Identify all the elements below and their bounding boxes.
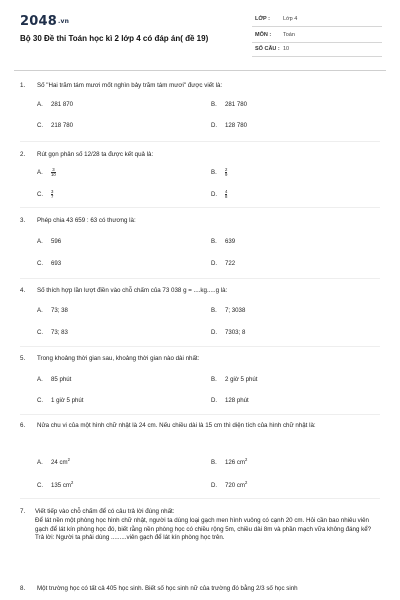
fraction-denominator: 9	[225, 172, 228, 178]
question-text: Nửa chu vi của một hình chữ nhật là 24 cm. Nếu chiều dài là 15 cm thì diện tích của hình chữ nhật là:	[37, 422, 316, 429]
option-d[interactable]: D. 128 780	[211, 122, 248, 129]
meta-value: 10	[283, 46, 290, 52]
question-number: 3.	[20, 217, 26, 224]
brand-suffix: .vn	[57, 18, 70, 25]
header-divider	[14, 70, 386, 71]
fraction-numerator: 3	[51, 189, 54, 194]
option-c[interactable]: C. $\frac{3}{7}$	[37, 189, 54, 200]
option-value: 720 cm	[225, 482, 245, 490]
question-divider	[20, 207, 380, 208]
fraction	[51, 168, 56, 177]
unit-exponent: 2	[244, 457, 248, 462]
fraction-numerator: 3	[52, 167, 55, 172]
meta-row-subject	[252, 28, 382, 43]
option-b[interactable]: B. $\frac{2}{9}$	[211, 167, 228, 178]
document-title: Bộ 30 Đề thi Toán học kì 2 lớp 4 có đáp án( đề 19)	[20, 34, 209, 43]
option-c[interactable]: C. 218 780	[37, 122, 74, 129]
option-value: 218 780	[51, 122, 74, 129]
option-value: 693	[51, 260, 62, 267]
question-divider	[20, 278, 380, 279]
question-body	[37, 508, 380, 543]
option-value: 135 cm	[51, 482, 71, 490]
option-c[interactable]: C. 693	[37, 260, 62, 267]
question-number: 5.	[20, 355, 26, 362]
question-text: Viết tiếp vào chỗ chấm để có câu trả lời đúng nhất:	[35, 508, 175, 515]
option-a[interactable]: A. 596	[37, 238, 62, 245]
brand-logo[interactable]	[20, 14, 69, 29]
fraction	[225, 168, 227, 177]
option-value: 73; 38	[51, 307, 68, 314]
question-number: 2.	[20, 151, 26, 158]
option-b[interactable]: B. 7; 3038	[211, 307, 246, 314]
option-d[interactable]: D. 722	[211, 260, 236, 267]
option-b[interactable]: B. 281 780	[211, 101, 248, 108]
option-value: 1 giờ 5 phút	[51, 397, 84, 404]
option-d[interactable]: D. 7303; 8	[211, 329, 246, 336]
option-value: 7; 3038	[225, 307, 246, 314]
question-divider	[20, 414, 380, 415]
fraction	[225, 190, 227, 199]
unit-exponent: 2	[67, 457, 70, 462]
question-text: Số "Hai trăm tám mươi mốt nghìn bảy trăm tám mươi" được viết là:	[37, 82, 223, 89]
meta-row-class	[252, 12, 382, 27]
option-value: 281 870	[51, 101, 74, 108]
question-text: Phép chia 43 659 : 63 có thương là:	[37, 217, 136, 224]
option-a[interactable]: A. $\frac{3}{10}$	[37, 167, 56, 178]
option-value: 639	[225, 238, 236, 245]
fraction-numerator: 4	[225, 189, 228, 194]
option-value: 596	[51, 238, 62, 245]
answer-line: Trả lời: Người ta phải dùng .........viên gạch để lát kín phòng học trên.	[35, 534, 225, 542]
option-c[interactable]: C. 135 $cm^2$	[37, 480, 74, 490]
option-d[interactable]: D. 128 phút	[211, 397, 249, 404]
option-a[interactable]: A. 281 870	[37, 101, 74, 108]
question-text: Số thích hợp lần lượt điền vào chỗ chấm của 73 038 g = ....kg.....g là:	[37, 287, 228, 294]
fraction-numerator: 2	[225, 167, 228, 172]
fraction	[51, 190, 53, 199]
option-value: 126 cm	[225, 459, 245, 467]
fraction-denominator: 8	[225, 194, 228, 200]
question-number: 6.	[20, 422, 26, 429]
option-value: 73; 83	[51, 329, 68, 336]
option-value: 128 780	[225, 122, 248, 129]
option-b[interactable]: B. 639	[211, 238, 236, 245]
question-text: Trong khoảng thời gian sau, khoảng thời gian nào dài nhất:	[37, 355, 200, 362]
option-a[interactable]: A. 73; 38	[37, 307, 68, 314]
option-value: 24 cm	[51, 459, 68, 467]
question-divider	[20, 346, 380, 347]
fraction-denominator: 7	[51, 194, 54, 200]
question-number: 1.	[20, 82, 26, 89]
question-divider	[20, 141, 380, 142]
meta-label: MÔN :	[255, 32, 272, 38]
option-c[interactable]: C. 1 giờ 5 phút	[37, 397, 84, 404]
option-b[interactable]: B. 126 $cm^2$	[211, 457, 248, 467]
question-text: Một trường học có tất cả 405 học sinh. Biết số học sinh nữ của trường đó bằng 2/3 số học sinh	[37, 585, 298, 592]
option-value: 2 giờ 5 phút	[225, 376, 258, 383]
meta-label: SỐ CÂU :	[255, 46, 280, 52]
question-number: 4.	[20, 287, 26, 294]
meta-row-count	[252, 42, 382, 57]
option-value: 281 780	[225, 101, 248, 108]
option-value: 128 phút	[225, 397, 249, 404]
option-c[interactable]: C. 73; 83	[37, 329, 68, 336]
option-d[interactable]: D. 720 $cm^2$	[211, 480, 248, 490]
meta-value: Lớp 4	[283, 16, 298, 22]
option-a[interactable]: A. 85 phút	[37, 376, 72, 383]
meta-label: LỚP :	[255, 16, 270, 22]
fraction-denominator: 10	[51, 172, 56, 178]
question-number: 8.	[20, 585, 26, 592]
option-value: 722	[225, 260, 236, 267]
unit-exponent: 2	[244, 480, 248, 485]
meta-value: Toán	[283, 32, 295, 38]
option-value: 85 phút	[51, 376, 72, 383]
question-number: 7.	[20, 508, 26, 515]
question-paragraph: Để lát nền một phòng học hình chữ nhật, người ta dùng loại gạch men hình vuông có cạnh 20 cm. Hỏi cần bao nhiêu viên gạch để lát kín phòng học đó, biết rằng nền phòng học có chiều rộng 5m, chiều dài 8m và phần mạch vữa không đáng kể?	[35, 516, 372, 533]
option-value: 7303; 8	[225, 329, 246, 336]
option-b[interactable]: B. 2 giờ 5 phút	[211, 376, 258, 383]
question-divider	[20, 498, 380, 499]
unit-exponent: 2	[70, 480, 74, 485]
option-a[interactable]: A. 24 $cm^2$	[37, 457, 70, 467]
question-text: Rút gọn phân số 12/28 ta được kết quả là:	[37, 151, 154, 158]
brand-text: 2048	[20, 14, 57, 29]
option-d[interactable]: D. $\frac{4}{8}$	[211, 189, 228, 200]
